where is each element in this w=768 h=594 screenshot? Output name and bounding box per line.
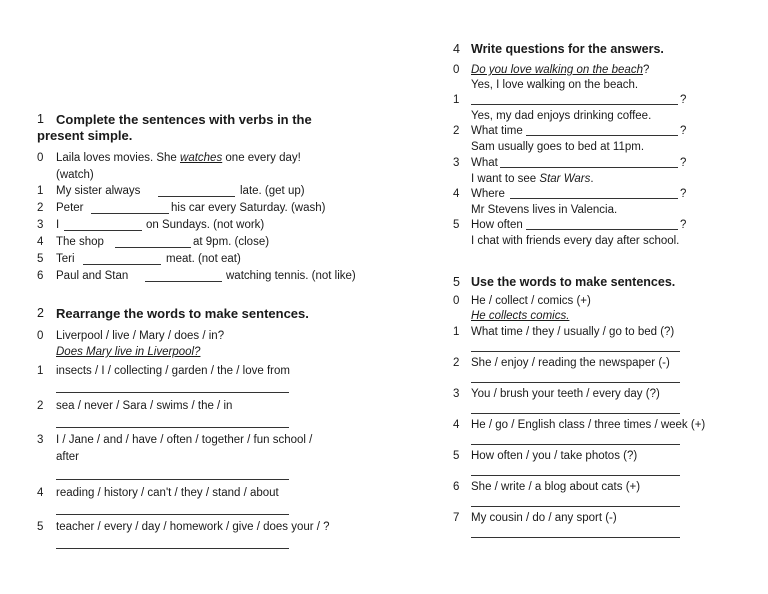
word-prompt: My cousin / do / any sport (-) — [471, 512, 617, 524]
answer-blank[interactable] — [471, 537, 680, 538]
example-answer: He collects comics. — [471, 310, 570, 322]
example-answer: Does Mary live in Liverpool? — [56, 346, 201, 358]
item-number: 6 — [453, 481, 460, 493]
question-mark: ? — [680, 219, 687, 231]
sentence-end: meat. (not eat) — [166, 253, 241, 265]
word-prompt: What time / they / usually / go to bed (?) — [471, 326, 675, 338]
exercise-1-title: Complete the sentences with verbs in the — [56, 112, 312, 127]
answer-text: Mr Stevens lives in Valencia. — [471, 204, 618, 216]
word-prompt: You / brush your teeth / every day (?) — [471, 388, 660, 400]
sentence-end: watching tennis. (not like) — [226, 270, 356, 282]
sentence-start: My sister always — [56, 185, 141, 197]
question-start: What — [471, 157, 498, 169]
word-prompt: reading / history / can't / they / stand / about — [56, 487, 279, 499]
exercise-1-title-cont: present simple. — [37, 128, 133, 143]
item-number: 4 — [453, 188, 460, 200]
example-answer: watches — [180, 152, 223, 164]
answer-blank[interactable] — [471, 351, 680, 352]
item-number: 2 — [453, 125, 460, 137]
answer-blank[interactable] — [471, 382, 680, 383]
word-prompt: She / enjoy / reading the newspaper (-) — [471, 357, 670, 369]
sentence-end: on Sundays. (not work) — [146, 219, 265, 231]
item-number: 3 — [37, 219, 44, 231]
question-start: How often — [471, 219, 523, 231]
word-prompt-cont: after — [56, 451, 80, 463]
sentence-start: Peter — [56, 202, 84, 214]
question-start: What time — [471, 125, 523, 137]
item-number: 6 — [37, 270, 44, 282]
answer-blank[interactable] — [471, 506, 680, 507]
sentence-end: his car every Saturday. (wash) — [171, 202, 326, 214]
exercise-1-number: 1 — [37, 112, 44, 126]
answer-text: I want to see Star Wars. — [471, 173, 594, 185]
exercise-5-number: 5 — [453, 275, 460, 289]
item-number: 5 — [37, 521, 44, 533]
sentence-end: late. (get up) — [240, 185, 305, 197]
item-number: 2 — [453, 357, 460, 369]
item-number: 0 — [37, 330, 44, 342]
item-number: 7 — [453, 512, 460, 524]
answer-blank[interactable] — [158, 196, 235, 197]
answer-text: Yes, I love walking on the beach. — [471, 79, 639, 91]
exercise-4-number: 4 — [453, 42, 460, 56]
answer-blank[interactable] — [91, 213, 169, 214]
question-start: Where — [471, 188, 505, 200]
item-number: 2 — [37, 400, 44, 412]
example-hint: (watch) — [56, 169, 94, 181]
answer-blank[interactable] — [145, 281, 222, 282]
answer-blank[interactable] — [471, 444, 680, 445]
answer-blank[interactable] — [56, 548, 289, 549]
item-number: 0 — [453, 64, 460, 76]
question-blank[interactable] — [510, 198, 678, 199]
answer-text: Yes, my dad enjoys drinking coffee. — [471, 110, 652, 122]
question-mark: ? — [680, 94, 687, 106]
question-blank[interactable] — [526, 135, 678, 136]
exercise-5-title: Use the words to make sentences. — [471, 275, 676, 289]
answer-blank[interactable] — [64, 230, 142, 231]
item-number: 4 — [37, 487, 44, 499]
sentence-start: I — [56, 219, 60, 231]
item-number: 5 — [453, 450, 460, 462]
word-prompt: He / go / English class / three times / week (+) — [471, 419, 706, 431]
sentence-start: Paul and Stan — [56, 270, 129, 282]
item-number: 5 — [37, 253, 44, 265]
item-number: 4 — [37, 236, 44, 248]
item-number: 4 — [453, 419, 460, 431]
question-mark: ? — [680, 188, 687, 200]
sentence-end: at 9pm. (close) — [193, 236, 270, 248]
answer-blank[interactable] — [56, 514, 289, 515]
question-blank[interactable] — [526, 229, 678, 230]
answer-text: I chat with friends every day after school. — [471, 235, 680, 247]
example-sentence: Laila loves movies. She watches one every day! — [56, 152, 301, 164]
item-number: 1 — [453, 94, 460, 106]
exercise-2-title: Rearrange the words to make sentences. — [56, 306, 309, 321]
word-prompt: He / collect / comics (+) — [471, 295, 591, 307]
question-blank[interactable] — [500, 167, 678, 168]
sentence-start: The shop — [56, 236, 104, 248]
answer-blank[interactable] — [83, 264, 161, 265]
item-number: 3 — [453, 388, 460, 400]
answer-blank[interactable] — [56, 392, 289, 393]
answer-blank[interactable] — [56, 479, 289, 480]
item-number: 3 — [453, 157, 460, 169]
word-prompt: insects / I / collecting / garden / the / love from — [56, 365, 290, 377]
item-number: 1 — [37, 185, 44, 197]
question-blank[interactable] — [471, 104, 678, 105]
word-prompt: How often / you / take photos (?) — [471, 450, 638, 462]
word-prompt: sea / never / Sara / swims / the / in — [56, 400, 233, 412]
word-prompt: I / Jane / and / have / often / together / fun school / — [56, 434, 313, 446]
answer-blank[interactable] — [115, 247, 191, 248]
item-number: 3 — [37, 434, 44, 446]
word-prompt: teacher / every / day / homework / give / does your / ? — [56, 521, 330, 533]
exercise-4-title: Write questions for the answers. — [471, 42, 664, 56]
word-prompt: She / write / a blog about cats (+) — [471, 481, 641, 493]
item-number: 0 — [37, 152, 44, 164]
item-number: 2 — [37, 202, 44, 214]
answer-text: Sam usually goes to bed at 11pm. — [471, 141, 645, 153]
item-number: 1 — [453, 326, 460, 338]
item-number: 0 — [453, 295, 460, 307]
example-question: Do you love walking on the beach? — [471, 64, 650, 76]
answer-blank[interactable] — [471, 475, 680, 476]
question-mark: ? — [680, 157, 687, 169]
answer-blank[interactable] — [56, 427, 289, 428]
question-mark: ? — [680, 125, 687, 137]
item-number: 5 — [453, 219, 460, 231]
answer-blank[interactable] — [471, 413, 680, 414]
item-number: 1 — [37, 365, 44, 377]
word-prompt: Liverpool / live / Mary / does / in? — [56, 330, 225, 342]
sentence-start: Teri — [56, 253, 75, 265]
exercise-2-number: 2 — [37, 306, 44, 320]
